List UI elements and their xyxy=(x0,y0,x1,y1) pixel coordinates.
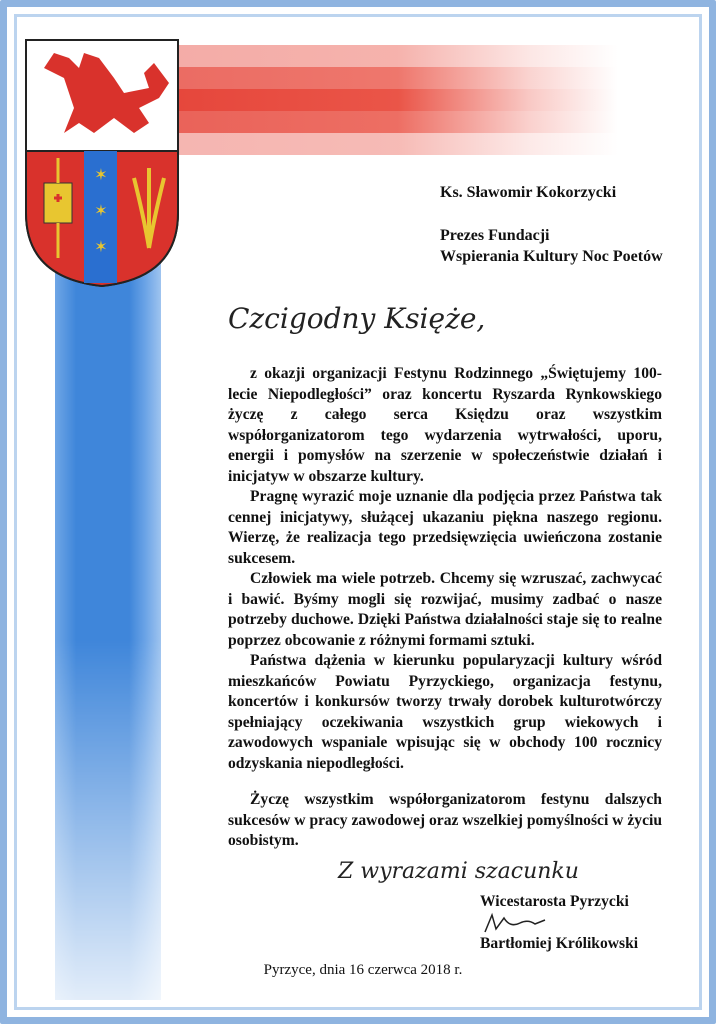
recipient-title-2: Wspierania Kultury Noc Poetów xyxy=(440,248,663,265)
svg-text:✶: ✶ xyxy=(94,203,108,220)
letter-body xyxy=(228,364,662,852)
paragraph: Pragnę wyrazić moje uznanie dla podjęcia przez Państwa tak cennej inicjatywy, służącej ukazaniu piękna naszego regionu. Wierzę, że realizacja tego przedsięwzięcia uwieńczona zostanie sukcesem. xyxy=(228,488,662,567)
svg-text:✶: ✶ xyxy=(94,167,108,184)
paragraph: z okazji organizacji Festynu Rodzinnego „Świętujemy 100-lecie Niepodległości” oraz koncertu Ryszarda Rynkowskiego życzę z całego serca Księdzu oraz wszystkim współorganizatorom tego wydarzenia wytrwałości, uporu, energii i pomysłów na szerzenie w społeczeństwie działań i inicjatyw w obszarze kultury. xyxy=(228,365,662,485)
svg-text:✶: ✶ xyxy=(94,239,108,256)
red-stripes-decoration xyxy=(178,45,618,155)
recipient-name: Ks. Sławomir Kokorzycki xyxy=(440,184,617,201)
signature xyxy=(480,912,550,934)
signatory-name: Bartłomiej Królikowski xyxy=(480,934,639,952)
signatory-role: Wicestarosta Pyrzycki xyxy=(480,892,629,910)
coat-of-arms xyxy=(24,38,182,288)
place-date: Pyrzyce, dnia 16 czerwca 2018 r. xyxy=(263,962,463,978)
paragraph: Państwa dążenia w kierunku popularyzacji kultury wśród mieszkańców Powiatu Pyrzyckiego, organizacja festynu, koncertów i konkursów tworzy trwały dorobek kulturotwórczy spełniający oczekiwania wszystkich grup wiekowych i zawodowych wspaniale wpisując się w obchody 100 rocznicy odzyskania niepodległości. xyxy=(228,652,662,772)
closing-paragraph: Życzę wszystkim współorganizatorom festynu dalszych sukcesów w pracy zawodowej oraz wszelkiej pomyślności w życiu osobistym. xyxy=(228,791,662,849)
blue-stripe-decoration xyxy=(55,200,161,1000)
handwritten-salutation: Czcigodny Księże, xyxy=(228,302,486,335)
signature-block xyxy=(480,892,662,954)
recipient-title-1: Prezes Fundacji xyxy=(440,227,550,244)
handwritten-regards: Z wyrazami szacunku xyxy=(338,858,579,884)
paragraph: Człowiek ma wiele potrzeb. Chcemy się wzruszać, zachwycać i bawić. Byśmy mogli się rozwijać, musimy zadbać o nasze potrzeby duchowe. Dzięki Państwa działalności staje się to realne poprzez obcowanie z różnymi formami sztuki. xyxy=(228,570,662,649)
letter-flow xyxy=(228,364,662,954)
